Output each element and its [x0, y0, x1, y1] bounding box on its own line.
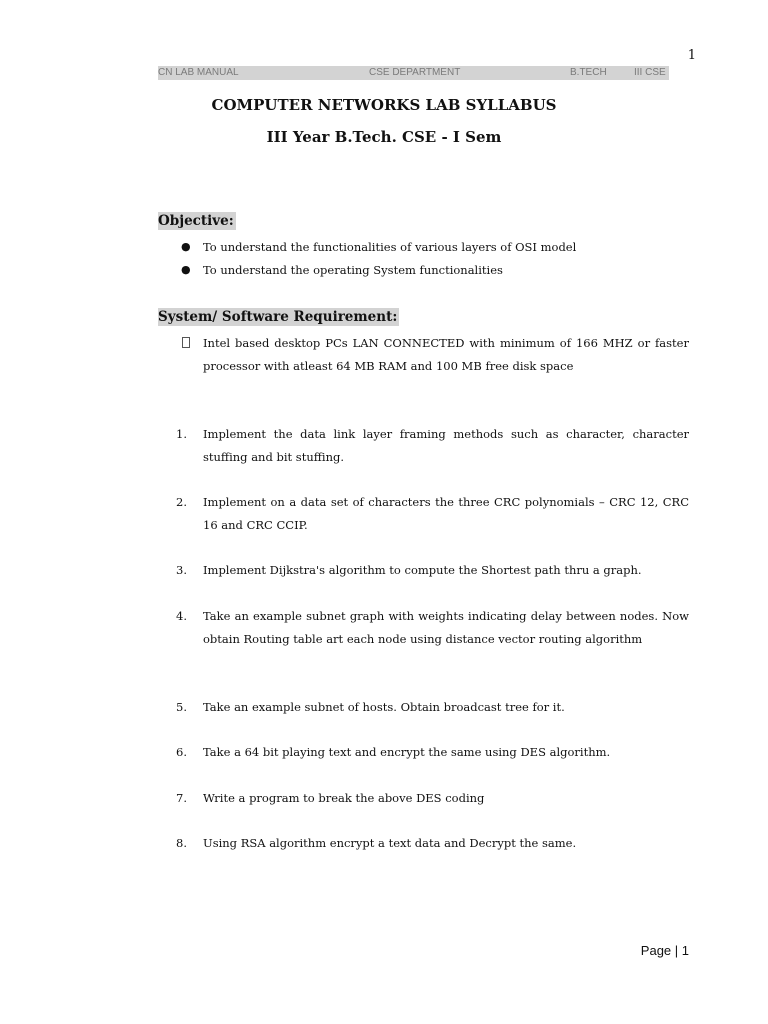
requirements-heading: System/ Software Requirement: — [158, 309, 398, 325]
page-footer: Page | 1 — [640, 943, 689, 958]
experiment-text: Write a program to break the above DES coding — [203, 791, 485, 805]
experiment-number: 6. — [176, 745, 187, 759]
header-center: CSE DEPARTMENT — [369, 67, 461, 78]
experiment-number: 8. — [176, 836, 187, 850]
experiment-number: 5. — [176, 700, 187, 714]
corner-page-number: 1 — [687, 48, 696, 63]
running-header — [158, 66, 669, 80]
experiment-text: Take a 64 bit playing text and encrypt the same using DES algorithm. — [203, 745, 611, 759]
experiment-number: 1. — [176, 427, 187, 441]
header-right-class: III CSE — [634, 67, 666, 78]
experiment-text: Implement the data link layer framing methods such as character, character stuffing and bit stuffing. — [203, 427, 689, 464]
experiment-text: Take an example subnet of hosts. Obtain broadcast tree for it. — [203, 700, 565, 714]
experiment-text: Take an example subnet graph with weights indicating delay between nodes. Now obtain Routing table art each node using distance vector routing algorithm — [203, 609, 689, 646]
bullet-icon: ● — [181, 263, 191, 276]
objective-heading: Objective: — [158, 213, 234, 229]
experiment-text: Using RSA algorithm encrypt a text data and Decrypt the same. — [203, 836, 577, 850]
header-left: CN LAB MANUAL — [158, 67, 239, 78]
page-subtitle: III Year B.Tech. CSE - I Sem — [266, 128, 502, 146]
experiment-text: Implement Dijkstra's algorithm to compute the Shortest path thru a graph. — [203, 563, 642, 577]
experiment-number: 4. — [176, 609, 187, 623]
experiment-number: 3. — [176, 563, 187, 577]
bullet-icon: ● — [181, 240, 191, 253]
header-right-program: B.TECH — [570, 67, 607, 78]
page-title: COMPUTER NETWORKS LAB SYLLABUS — [211, 96, 557, 114]
requirements-text: Intel based desktop PCs LAN CONNECTED with minimum of 166 MHZ or faster processor with atleast 64 MB RAM and 100 MB free disk space — [203, 336, 689, 373]
experiment-number: 7. — [176, 791, 187, 805]
missing-glyph-icon — [176, 332, 198, 355]
experiment-text: Implement on a data set of characters the three CRC polynomials – CRC 12, CRC 16 and CRC CCIP. — [203, 495, 689, 532]
experiment-number: 2. — [176, 495, 187, 509]
